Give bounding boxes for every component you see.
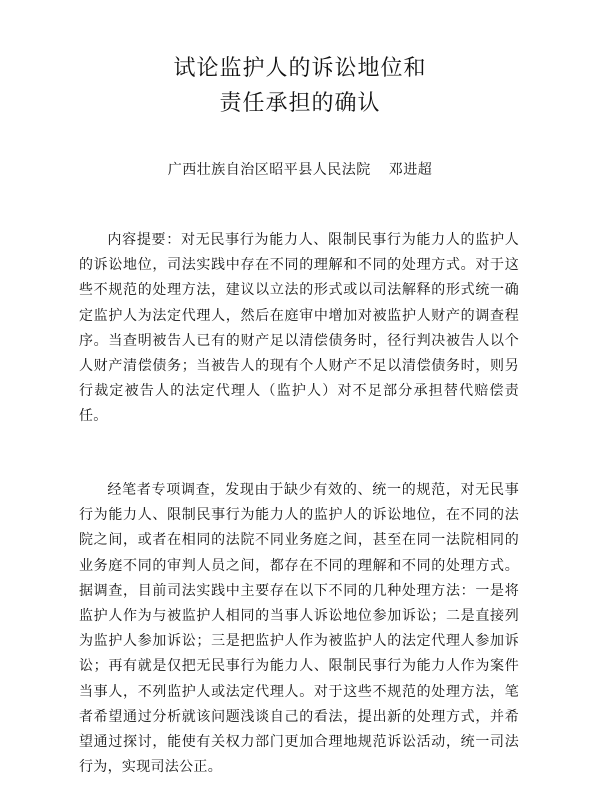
- affiliation: 广西壮族自治区昭平县人民法院: [167, 162, 371, 178]
- title-line-1: 试论监护人的诉讼地位和: [173, 56, 427, 81]
- author-name: 邓进超: [388, 162, 433, 178]
- abstract: [79, 228, 519, 430]
- abstract-label: 内容提要：: [107, 232, 181, 248]
- body-paragraph-text: 经笔者专项调查，发现由于缺少有效的、统一的规范，对无民事行为能力人、限制民事行为能力人的监护人的诉讼地位，在不同的法院之间，或者在相同的法院不同业务庭之间，甚至在同一法院相同的业务庭不同的审判人员之间，都存在不同的理解和不同的处理方式。据调查，目前司法实践中主要存在以下不同的几种处理方法：一是将监护人作为与被监护人相同的当事人诉讼地位参加诉讼；二是直接列为监护人参加诉讼；三是把监护人作为被监护人的法定代理人参加诉讼；再有就是仅把无民事行为能力人、限制民事行为能力人作为案件当事人，不列监护人或法定代理人。对于这些不规范的处理方法，笔者希望通过分析就该问题浅谈自己的看法，提出新的处理方式，并希望通过探讨，能使有关权力部门更加合理地规范诉讼活动，统一司法行为，实现司法公正。: [79, 482, 519, 776]
- body-paragraph: [79, 478, 519, 780]
- title-line-2: 责任承担的确认: [219, 91, 381, 116]
- byline: [0, 160, 600, 180]
- abstract-text: 对无民事行为能力人、限制民事行为能力人的监护人的诉讼地位，司法实践中存在不同的理解和不同的处理方式。对于这些不规范的处理方法，建议以立法的形式或以司法解释的形式统一确定监护人为法定代理人，然后在庭审中增加对被监护人财产的调查程序。当查明被告人已有的财产足以清偿债务时，径行判决被告人以个人财产清偿债务；当被告人的现有个人财产不足以清偿债务时，则另行裁定被告人的法定代理人（监护人）对不足部分承担替代赔偿责任。: [79, 232, 519, 425]
